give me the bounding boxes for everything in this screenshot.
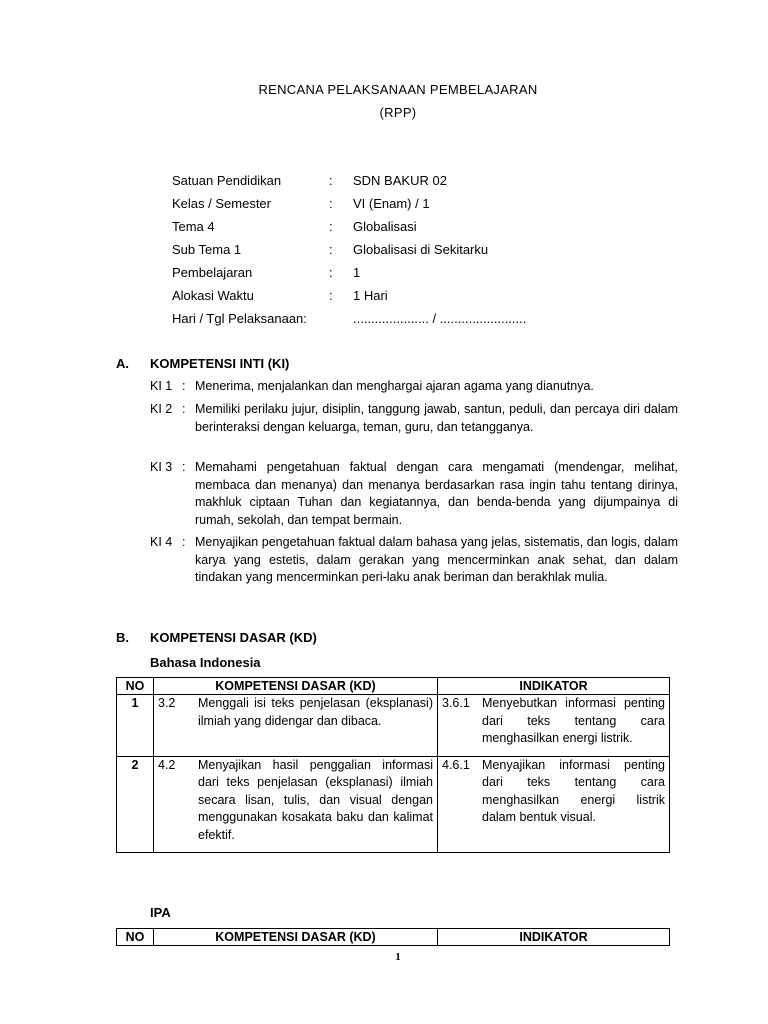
ki-colon: : [182,402,186,416]
identity-colon: : [329,288,333,303]
identity-value: SDN BAKUR 02 [353,173,447,188]
identity-label: Kelas / Semester [172,196,271,211]
kd-number: 3.2 [158,696,176,710]
ki-text: Menerima, menjalankan dan menghargai ajaran agama yang dianutnya. [195,379,594,393]
table-header-row [117,678,670,695]
section-title: KOMPETENSI DASAR (KD) [150,630,317,645]
identity-value: Globalisasi [353,219,417,234]
header-no: NO [117,929,154,946]
kd-table-bahasa-indonesia [116,677,670,853]
kd-table-ipa [116,928,670,946]
ki-item [150,378,678,396]
ki-code: KI 4 [150,535,173,549]
identity-label: Sub Tema 1 [172,242,242,257]
table-row [117,695,670,757]
kd-text: Menyajikan hasil penggalian informasi dari teks penjelasan (eksplanasi) ilmiah secara lisan, tulis, dan visual dengan menggunakan kosakata baku dan kalimat efektif. [198,757,433,842]
ki-colon: : [182,535,186,549]
identity-label: Alokasi Waktu [172,288,254,303]
header-kd: KOMPETENSI DASAR (KD) [154,678,438,695]
indikator-text: Menyajikan informasi penting dari teks tentang cara menghasilkan energi listrik dalam bentuk visual. [482,757,665,824]
indikator-text: Menyebutkan informasi penting dari teks tentang cara menghasilkan energi listrik. [482,696,665,745]
document-subtitle: (RPP) [379,105,417,120]
table-row [117,756,670,853]
kd-cell [154,756,438,853]
kd-number: 4.2 [158,757,176,772]
identity-colon: : [329,196,333,211]
subject-heading: IPA [150,905,171,920]
ki-text: Memahami pengetahuan faktual dengan cara mengamati (mendengar, melihat, membaca dan menanya) dan menanya berdasarkan rasa ingin tahu tentang dirinya, makhluk ciptaan Tuhan dan kegiatannya, dan benda-benda yang dijumpainya di rumah, sekolah, dan tempat bermain. [195,460,678,527]
identity-colon: : [329,242,333,257]
subject-heading: Bahasa Indonesia [150,655,261,670]
indikator-number: 4.6.1 [442,757,470,772]
page-number: 1 [395,951,401,963]
ki-colon: : [182,379,186,393]
identity-value: ..................... / ........................ [353,311,527,326]
ki-code: KI 1 [150,379,173,393]
header-indikator: INDIKATOR [438,678,670,695]
identity-value: Globalisasi di Sekitarku [353,242,489,257]
identity-label: Satuan Pendidikan [172,173,282,188]
identity-value: 1 Hari [353,288,388,303]
identity-value: 1 [353,265,361,280]
ki-text: Menyajikan pengetahuan faktual dalam bahasa yang jelas, sistematis, dan logis, dalam karya yang estetis, dalam gerakan yang mencerminkan anak sehat, dan dalam tindakan yang mencerminkan peri-laku anak beriman dan berakhlak mulia. [195,535,678,584]
indikator-cell [438,695,670,757]
row-number: 2 [117,756,154,853]
identity-value: VI (Enam) / 1 [353,196,430,211]
document-title: RENCANA PELAKSANAAN PEMBELAJARAN [258,82,538,97]
kd-text: Menggali isi teks penjelasan (eksplanasi) ilmiah yang didengar dan dibaca. [198,696,433,728]
ki-item [150,459,678,529]
kd-cell [154,695,438,757]
indikator-cell [438,756,670,853]
identity-label: Hari / Tgl Pelaksanaan: [172,311,307,326]
header-indikator: INDIKATOR [438,929,670,946]
identity-colon: : [329,173,333,188]
identity-label: Pembelajaran [172,265,253,280]
header-no: NO [117,678,154,695]
table-header-row [117,929,670,946]
indikator-number: 3.6.1 [442,696,470,710]
identity-colon: : [329,265,333,280]
section-letter: B. [116,630,129,645]
identity-colon: : [329,219,333,234]
ki-item [150,401,678,436]
section-letter: A. [116,356,129,371]
ki-code: KI 2 [150,402,173,416]
ki-colon: : [182,460,186,474]
header-kd: KOMPETENSI DASAR (KD) [154,929,438,946]
section-title: KOMPETENSI INTI (KI) [150,356,290,371]
row-number: 1 [117,695,154,757]
identity-label: Tema 4 [172,219,215,234]
ki-text: Memiliki perilaku jujur, disiplin, tanggung jawab, santun, peduli, dan percaya diri dalam berinteraksi dengan keluarga, teman, guru, dan tetangganya. [195,402,678,434]
ki-code: KI 3 [150,460,173,474]
ki-item [150,534,678,587]
